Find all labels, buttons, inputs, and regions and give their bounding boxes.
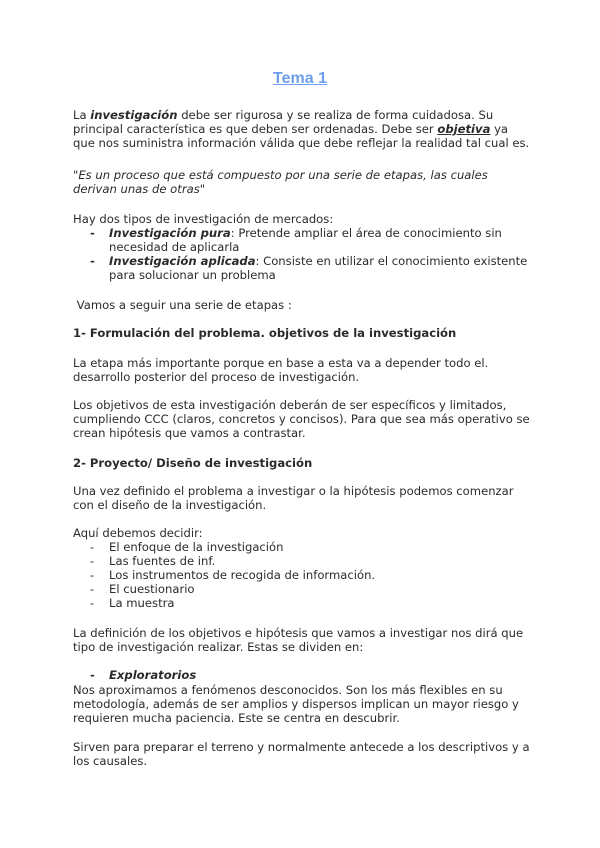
stages-intro: Vamos a seguir una serie de etapas : <box>73 298 292 312</box>
section-2-heading: 2- Proyecto/ Diseño de investigación <box>73 456 313 470</box>
section-1-paragraph-2: Los objetivos de esta investigación deberán de ser específicos y limitados, cumpliendo CCC (claros, concretos y concisos). Para que sea más operativo se crean hipótesis que vamos a contrastar. <box>73 398 530 440</box>
research-type-term: Investigación pura <box>109 226 231 240</box>
list-item: - Las fuentes de inf. <box>73 554 533 568</box>
list-item <box>73 254 533 282</box>
list-item: - La muestra <box>73 596 533 610</box>
list-item: - El cuestionario <box>73 582 533 596</box>
list-item <box>73 226 533 254</box>
decision-lead: Aquí debemos decidir: <box>73 526 203 540</box>
intro-emphasis-objetiva: objetiva <box>437 122 491 136</box>
section-2-paragraph-4: Sirven para preparar el terreno y normalmente antecede a los descriptivos y a los causales. <box>73 740 530 768</box>
section-2-paragraph-3: Nos aproximamos a fenómenos desconocidos. Son los más flexibles en su metodología, además de ser amplios y dispersos implican un mayor riesgo y requieren mucha paciencia. Este se centra en descubrir. <box>73 683 519 725</box>
decision-list <box>73 540 533 610</box>
intro-text-2: debe ser rigurosa y se realiza de forma cuidadosa. Su principal característica es que deben ser ordenadas. Debe ser <box>73 108 494 136</box>
section-2-paragraph-1: Una vez definido el problema a investigar o la hipótesis podemos comenzar con el diseño de la investigación. <box>73 484 514 512</box>
research-type-text: : Consiste en utilizar el conocimiento existente para solucionar un problema <box>109 254 528 282</box>
document-title: Tema 1 <box>273 70 327 87</box>
section-2-paragraph-2: La definición de los objetivos e hipótesis que vamos a investigar nos dirá que tipo de investigación realizar. Estas se dividen en: <box>73 626 524 654</box>
intro-text-3: ya que nos suministra información válida que debe reflejar la realidad tal cual es. <box>73 122 530 150</box>
study-type-list <box>73 668 533 682</box>
intro-paragraph <box>73 108 533 150</box>
intro-text-1: La <box>73 108 91 122</box>
research-type-text: : Pretende ampliar el área de conocimiento sin necesidad de aplicarla <box>109 226 502 254</box>
list-item: - El enfoque de la investigación <box>73 540 533 554</box>
decision-block <box>73 526 533 610</box>
study-type-label: Exploratorios <box>109 668 197 682</box>
section-1-heading: 1- Formulación del problema. objetivos de la investigación <box>73 326 457 340</box>
section-1-paragraph-1: La etapa más importante porque en base a esta va a depender todo el. desarrollo posterior del proceso de investigación. <box>73 356 489 384</box>
research-types-lead: Hay dos tipos de investigación de mercados: <box>73 212 334 226</box>
intro-emphasis-investigacion: investigación <box>90 108 178 122</box>
list-item <box>73 668 533 682</box>
list-item: - Los instrumentos de recogida de información. <box>73 568 533 582</box>
research-type-term: Investigación aplicada <box>109 254 256 268</box>
research-types-list <box>73 226 533 282</box>
research-types <box>73 212 533 282</box>
definition-quote: "Es un proceso que está compuesto por una serie de etapas, las cuales derivan unas de otras" <box>73 168 488 196</box>
